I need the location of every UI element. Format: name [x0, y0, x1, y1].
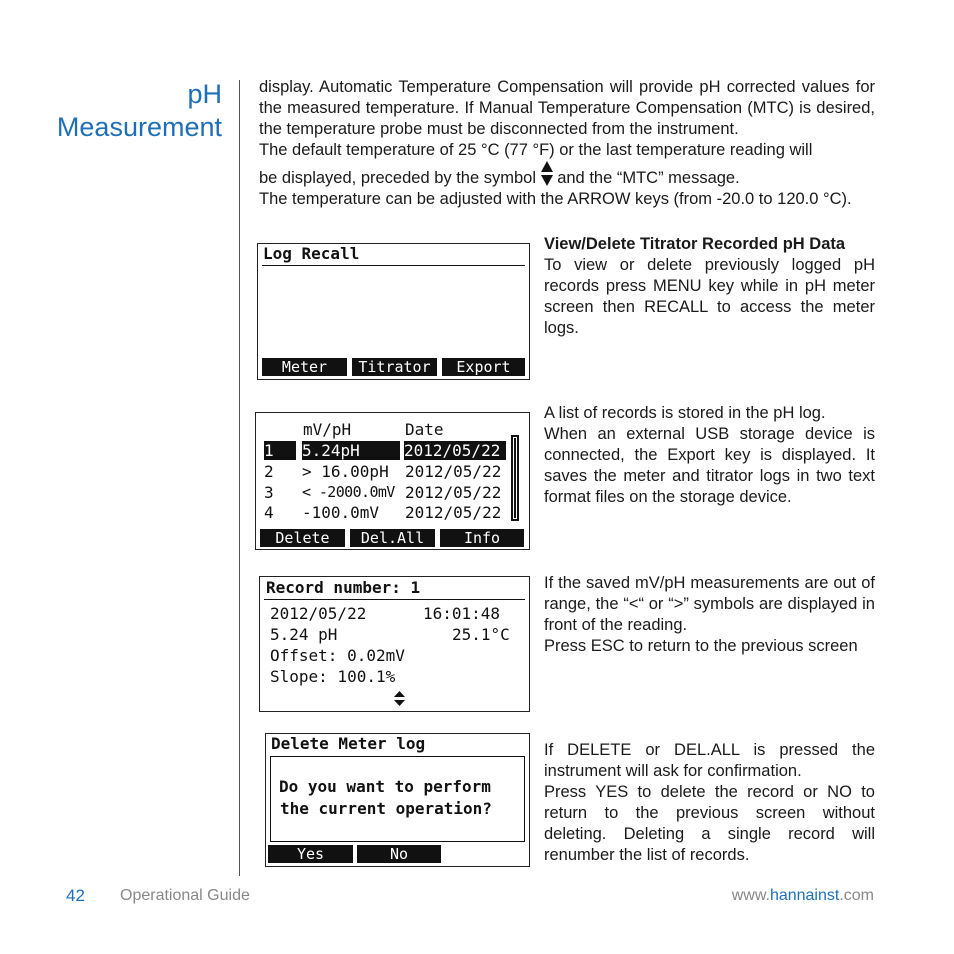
no-softkey[interactable]: No [357, 845, 441, 863]
record-info-screen [259, 576, 530, 712]
record-time: 16:01:48 [423, 604, 501, 623]
titrator-softkey[interactable]: Titrator [352, 358, 437, 376]
intro-p3-b: and the “MTC” message. [557, 169, 740, 187]
confirm-question-line1: Do you want to perform [279, 777, 491, 796]
section-title-line1: pH [187, 79, 222, 109]
out-of-range-text: If the saved mV/pH measurements are out of range, the “<“ or “>” symbols are displayed in front of the reading. [544, 574, 875, 634]
intro-text [259, 77, 875, 210]
delete-log-screen [265, 733, 530, 867]
record-list-text: When an external USB storage device is connected, the Export key is displayed. It saves the meter and titrator logs in two text format files on the storage device. [544, 425, 875, 506]
row-value: -100.0mV [302, 503, 380, 522]
record-date: 2012/05/22 [270, 604, 367, 623]
section-title-line2: Measurement [56, 112, 222, 142]
log-recall-title: Log Recall [263, 244, 360, 263]
row-date: 2012/05/22 [405, 483, 502, 502]
url-brand: hannainst [769, 887, 840, 904]
export-softkey[interactable]: Export [442, 358, 525, 376]
confirm-dialog [270, 756, 525, 842]
intro-paragraph-4: The temperature can be adjusted with the ARROW keys (from -20.0 to 120.0 °C). [259, 190, 852, 208]
row-value: < -2000.0mV [302, 483, 395, 501]
description-record-list [544, 403, 875, 508]
title-underline [262, 265, 525, 266]
row-date: 2012/05/22 [404, 441, 506, 460]
delete-confirm-text2: Press YES to delete the record or NO to return to the previous screen without deleting. Deleting a single record will renumber the list of records. [544, 783, 875, 864]
row-number: 2 [264, 462, 274, 481]
info-softkey[interactable]: Info [440, 529, 524, 547]
list-header-value: mV/pH [303, 420, 352, 439]
list-header-date: Date [405, 420, 444, 439]
out-of-range-line2: Press ESC to return to the previous screen [544, 637, 858, 655]
title-underline [264, 599, 525, 600]
up-down-arrow-icon [394, 691, 405, 707]
row-value: 5.24pH [302, 441, 400, 460]
intro-p3-a: be displayed, preceded by the symbol [259, 169, 537, 187]
description-delete-confirm [544, 740, 875, 866]
description-out-of-range [544, 573, 875, 657]
intro-paragraph-1: display. Automatic Temperature Compensation will provide pH corrected values for the measured temperature. If Manual Temperature Compensation (MTC) is desired, the temperature probe must be disconnected from the instrument. [259, 78, 875, 138]
confirm-question-line2: the current operation? [280, 799, 492, 818]
yes-softkey[interactable]: Yes [268, 845, 353, 863]
up-down-arrow-icon [541, 161, 553, 187]
delete-all-softkey[interactable]: Del.All [350, 529, 435, 547]
footer-guide-label: Operational Guide [120, 887, 250, 904]
view-delete-text: To view or delete previously logged pH records press MENU key while in pH meter screen then RECALL to access the meter logs. [544, 256, 875, 337]
record-temperature: 25.1°C [452, 625, 510, 644]
row-value: > 16.00pH [302, 462, 389, 481]
row-date: 2012/05/22 [405, 503, 502, 522]
record-info-title: Record number: 1 [266, 578, 421, 597]
url-prefix: www. [731, 887, 770, 904]
intro-paragraph-3 [259, 161, 875, 189]
record-list-line1: A list of records is stored in the pH log. [544, 404, 826, 422]
row-date: 2012/05/22 [405, 462, 502, 481]
section-title [57, 78, 222, 144]
footer-website-link[interactable] [732, 887, 874, 905]
vertical-divider [239, 80, 240, 876]
url-suffix: .com [839, 887, 874, 904]
record-ph: 5.24 pH [270, 625, 338, 644]
record-offset: Offset: 0.02mV [270, 646, 405, 665]
delete-log-title: Delete Meter log [271, 734, 426, 753]
delete-softkey[interactable]: Delete [260, 529, 345, 547]
delete-confirm-text: If DELETE or DEL.ALL is pressed the instrument will ask for confirmation. [544, 741, 875, 780]
row-number: 4 [264, 503, 274, 522]
row-number: 3 [264, 483, 274, 502]
scrollbar-thumb[interactable] [514, 438, 516, 518]
view-delete-heading: View/Delete Titrator Recorded pH Data [544, 235, 846, 253]
record-list-screen [255, 412, 530, 550]
list-scrollbar[interactable] [511, 435, 519, 521]
record-slope: Slope: 100.1% [270, 667, 396, 686]
meter-softkey[interactable]: Meter [262, 358, 347, 376]
log-recall-screen [257, 243, 530, 380]
intro-paragraph-2: The default temperature of 25 °C (77 °F) or the last temperature reading will [259, 141, 813, 159]
row-number: 1 [264, 441, 296, 460]
page-number: 42 [66, 886, 85, 905]
description-view-delete [544, 234, 875, 339]
